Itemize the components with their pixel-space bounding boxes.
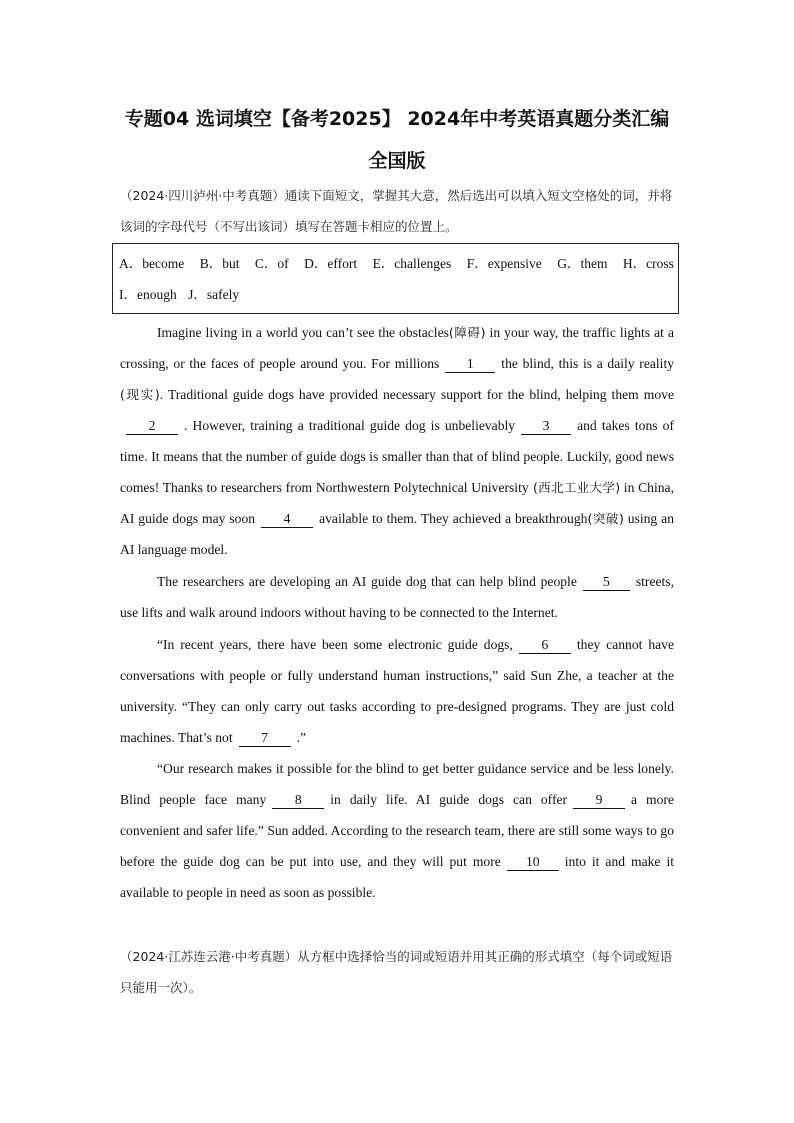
word-option-g: G．them <box>557 256 608 271</box>
blank-2[interactable]: 2 <box>126 419 178 435</box>
page-subtitle: 全国版 <box>368 150 426 172</box>
word-bank-box <box>112 243 679 314</box>
word-bank-line-2 <box>119 285 247 305</box>
word-option-e: E．challenges <box>372 256 452 271</box>
word-option-a: A．become <box>119 256 185 271</box>
blank-8[interactable]: 8 <box>272 793 324 809</box>
passage-paragraph-4: “Our research makes it possible for the blind to get better guidance service and be less lonely. Blind people face many 8 in daily life. AI guide dogs can offer 9 a more convenient and safer life.” Sun added. According to the research team, there are still some ways to go before the guide dog can be put into use, and they will put more 10 into it and make it available to people in need as soon as possible. <box>120 761 674 900</box>
passage-paragraph-2: The researchers are developing an AI guide dog that can help blind people 5 streets, use lifts and walk around indoors without having to be connected to the Internet. <box>120 574 674 620</box>
blank-7[interactable]: 7 <box>239 731 291 747</box>
passage-paragraph-3: “In recent years, there have been some electronic guide dogs, 6 they cannot have conversations with people or fully understand human instructions,” said Sun Zhe, a teacher at the university. “They can only carry out tasks according to pre-designed programs. They are just cold machines. That’s not 7 .” <box>120 637 674 745</box>
word-bank-line-1 <box>119 254 674 274</box>
blank-3[interactable]: 3 <box>521 419 571 435</box>
question-2-instruction: （2024·江苏连云港·中考真题）从方框中选择恰当的词或短语并用其正确的形式填空（每个词或短语只能用一次）。 <box>120 949 673 995</box>
page-title: 专题04 选词填空【备考2025】 2024年中考英语真题分类汇编 <box>124 108 670 130</box>
blank-4[interactable]: 4 <box>261 512 313 528</box>
blank-10[interactable]: 10 <box>507 855 559 871</box>
word-option-h: H．cross <box>622 256 674 271</box>
word-option-i: I．enough <box>119 287 177 302</box>
blank-1[interactable]: 1 <box>445 357 495 373</box>
blank-6[interactable]: 6 <box>519 638 571 654</box>
word-option-b: B．but <box>199 256 240 271</box>
blank-9[interactable]: 9 <box>573 793 625 809</box>
word-option-j: J．safely <box>188 287 240 302</box>
word-option-f: F．expensive <box>466 256 542 271</box>
word-option-d: D．effort <box>304 256 358 271</box>
question-1-instruction: （2024·四川泸州·中考真题）通读下面短文，掌握其大意，然后选出可以填入短文空格处的词，并将该词的字母代号（不写出该词）填写在答题卡相应的位置上。 <box>120 188 673 234</box>
passage-paragraph-1: Imagine living in a world you can’t see the obstacles(障碍) in your way, the traffic lights at a crossing, or the faces of people around you. For millions 1 the blind, this is a daily reality (现实). Traditional guide dogs have provided necessary support for the blind, helping them move2 . However, training a traditional guide dog is unbelievably 3 and takes tons of time. It means that the number of guide dogs is smaller than that of blind people. Luckily, good news comes! Thanks to researchers from Northwestern Polytechnical University (西北工业大学) in China, AI guide dogs may soon 4 available to them. They achieved a breakthrough(突破) using an AI language model. <box>120 325 675 557</box>
word-option-c: C．of <box>254 256 289 271</box>
blank-5[interactable]: 5 <box>583 575 630 591</box>
